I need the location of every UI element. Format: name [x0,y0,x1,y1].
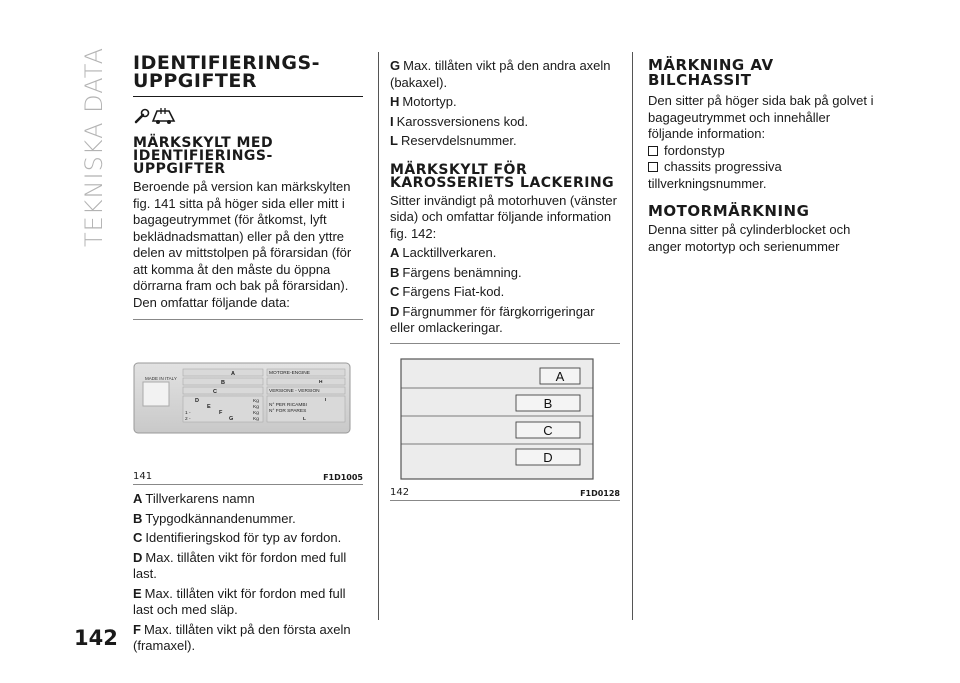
list-item: E Max. tillåten vikt för fordon med full last och med släp. [133,585,346,617]
plate-kg-2: Kg [253,405,259,410]
list-item: C Identifieringskod för typ av fordon. [133,530,342,545]
plate-ricambi-label-1: N° PER RICAMBI [269,403,307,408]
chassis-bullet-continuation: tillverkningsnummer. [648,175,767,191]
paint-field-b: B [543,395,553,411]
subsection-title: MÄRKSKYLT MED IDENTIFIERINGS-UPPGIFTER [133,135,274,177]
paint-field-d: D [543,449,553,465]
plate-field-g: G [229,416,234,422]
plate-field-b: B [221,380,225,386]
section-side-tab [80,46,108,248]
engine-marking-text: Denna sitter på cylinderblocket och anger motortyp och serienummer [648,222,851,254]
plate-field-f: F [219,410,223,416]
figure-142-number: 142 [390,486,410,498]
figure-142 [390,358,620,501]
list-item: A Lacktillverkaren. [390,245,497,260]
figure-142-caption [390,487,620,501]
paint-plate-intro: Sitter invändigt på motorhuven (vänster sida) och omfattar följande information fig. 142: [390,192,617,241]
list-item: C Färgens Fiat-kod. [390,284,505,299]
figure-141-number: 141 [133,471,153,482]
plate-field-i: I [325,398,327,403]
paint-field-a: A [555,368,565,384]
figure-top-rule [133,319,363,320]
list-item: B Typgodkännandenummer. [133,510,296,526]
paint-field-c: C [543,422,553,438]
figure-top-rule [390,343,620,344]
engine-marking-heading: MOTORMÄRKNING [648,202,810,220]
checkbox-bullet-icon [648,162,658,172]
plate-made-in-label: MADE IN ITALY [145,376,177,381]
section-side-tab-label: TEKNISKA DATA [80,46,108,248]
plate-legend-list [133,491,363,655]
column-1 [133,54,363,655]
plate-field-d: D [195,398,199,404]
plate-ricambi-label-2: N° FOR SPARES [269,409,307,414]
figure-142-code: F1D0128 [580,488,620,498]
list-item: H Motortyp. [390,94,457,109]
paint-plate-image [400,358,612,480]
plate-num-1: 1 - [185,411,191,416]
page-number: 142 [74,626,118,650]
column-divider-2 [632,52,633,620]
list-item: chassits progressiva [648,159,878,176]
list-item: I Karossversionens kod. [390,113,529,129]
list-item: B Färgens benämning. [390,264,522,280]
plate-field-l: L [303,417,306,422]
list-item: G Max. tillåten vikt på den andra axeln (bakaxel). [390,58,611,90]
plate-versione-label: VERSIONE - VERSION [269,389,320,394]
plate-kg-1: Kg [253,399,259,404]
plate-num-2: 2 - [185,417,191,422]
title-rule [133,96,363,97]
column-2 [390,58,620,501]
paint-plate-heading: MÄRKSKYLT FÖR KAROSSERIETS LACKERING [390,161,615,191]
list-item: fordonstyp [648,143,878,160]
chassis-intro: Den sitter på höger sida bak på golvet i bagageutrymmet och innehåller följande information: [648,93,874,141]
list-item: D Färgnummer för färgkorrigeringar eller omlackeringar. [390,303,595,335]
wrench-car-icon [133,105,363,127]
list-item: F Max. tillåten vikt på den första axeln (framaxel). [133,621,351,653]
chassis-heading: MÄRKNING AV BILCHASSIT [648,56,774,89]
vin-plate-image [133,362,351,434]
figure-141-code: F1D1005 [323,473,363,482]
figure-141-caption [133,471,363,485]
figure-141 [133,362,363,485]
plate-kg-3: Kg [253,411,259,416]
list-item: A Tillverkarens namn [133,491,255,506]
plate-field-h: H [319,380,323,385]
checkbox-bullet-icon [648,146,658,156]
plate-field-c: C [213,389,217,395]
list-item: D Max. tillåten vikt för fordon med full last. [133,549,347,581]
plate-field-e: E [207,404,211,410]
plate-field-a: A [231,371,235,377]
intro-paragraph: Beroende på version kan märkskylten fig. 141 sitta på höger sida eller mitt i bagageutrymmet (för åtkomst, lyft beklädnadsmattan) eller på den yttre delen av mittstolpen på förarsidan (för att komma åt den måste du öppna dörrarna fram och bak på förarsidan). Den omfattar följande data: [133,179,352,310]
list-item: L Reservdelsnummer. [390,133,517,148]
column-divider-1 [378,52,379,620]
section-title: IDENTIFIERINGS-UPPGIFTER [133,52,321,92]
plate-kg-4: Kg [253,417,259,422]
column-3 [648,58,878,255]
plate-motore-label: MOTORE-ENGINE [269,371,310,376]
